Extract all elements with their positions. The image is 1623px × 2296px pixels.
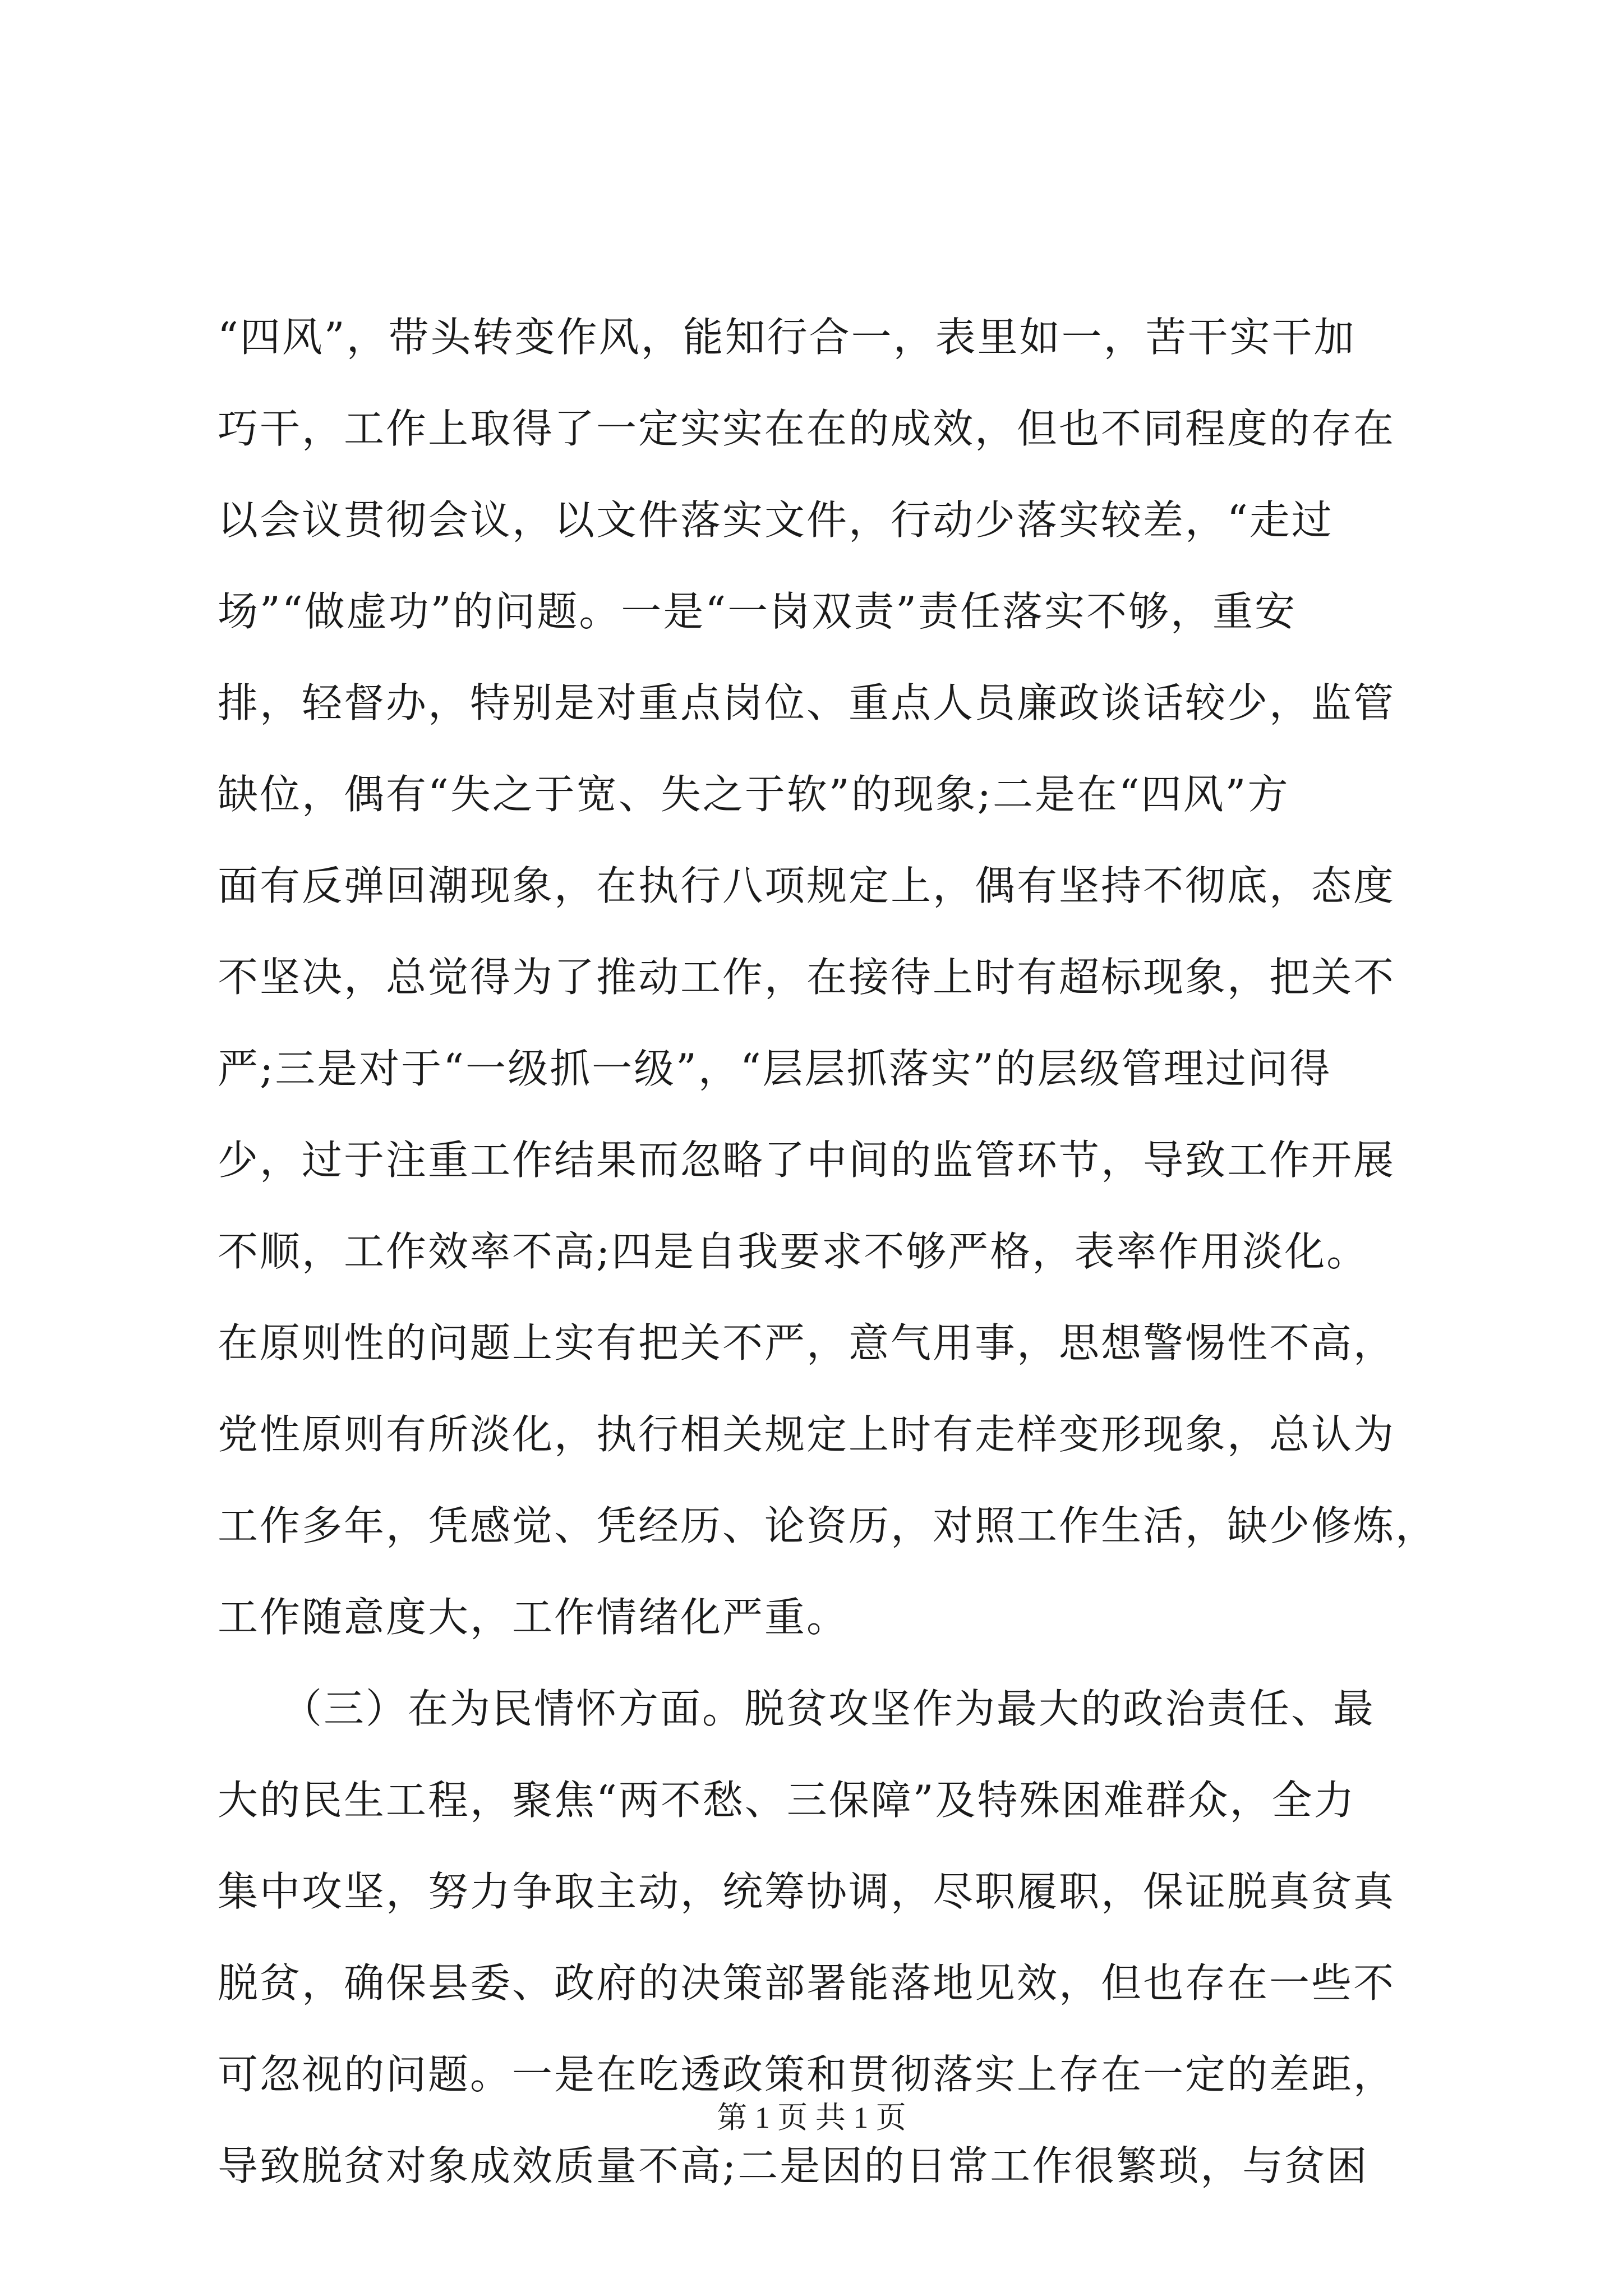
text-line: 工作随意度大，工作情绪化严重。 [218,1594,849,1641]
text-line: 缺位，偶有“失之于宽、失之于软”的现象;二是在“四风”方 [218,771,1290,818]
body-text [218,292,1438,2212]
text-line: 不顺，工作效率不高;四是自我要求不够严格，表率作用淡化。 [218,1228,1369,1275]
text-line: 巧干，工作上取得了一定实实在在的成效，但也不同程度的存在 [218,405,1396,452]
page-footer [0,2098,1623,2137]
text-line: 少，过于注重工作结果而忽略了中间的监管环节，导致工作开展 [218,1137,1396,1184]
text-line: 大的民生工程，聚焦“两不愁、三保障”及特殊困难群众，全力 [218,1777,1356,1824]
text-line: 集中攻坚，努力争取主动，统筹协调，尽职履职，保证脱真贫真 [218,1868,1396,1915]
text-line: 可忽视的问题。一是在吃透政策和贯彻落实上存在一定的差距， [218,2051,1396,2098]
text-line: 严;三是对于“一级抓一级”，“层层抓落实”的层级管理过问得 [218,1045,1332,1092]
text-line: 脱贫，确保县委、政府的决策部署能落地见效，但也存在一些不 [218,1959,1396,2007]
text-line: 导致脱贫对象成效质量不高;二是因的日常工作很繁琐，与贫困 [218,2142,1369,2189]
page-number: 第 1 页 共 1 页 [717,2101,906,2134]
text-line: 以会议贯彻会议，以文件落实文件，行动少落实较差，“走过 [218,496,1334,544]
text-line: 场”“做虚功”的问题。一是“一岗双责”责任落实不够，重安 [218,588,1297,635]
text-line: 排，轻督办，特别是对重点岗位、重点人员廉政谈话较少，监管 [218,679,1396,726]
text-line: 面有反弹回潮现象，在执行八项规定上，偶有坚持不彻底，态度 [218,862,1396,909]
text-line: “四风”，带头转变作风，能知行合一，表里如一，苦干实干加 [218,314,1356,361]
text-line: 不坚决，总觉得为了推动工作，在接待上时有超标现象，把关不 [218,954,1396,1001]
text-line: 在原则性的问题上实有把关不严，意气用事，思想警惕性不高， [218,1319,1396,1366]
section-heading-line: （三）在为民情怀方面。脱贫攻坚作为最大的政治责任、最 [218,1685,1376,1732]
text-line: 党性原则有所淡化，执行相关规定上时有走样变形现象，总认为 [218,1411,1396,1458]
text-line: 工作多年，凭感觉、凭经历、论资历，对照工作生活，缺少修炼， [218,1502,1438,1549]
